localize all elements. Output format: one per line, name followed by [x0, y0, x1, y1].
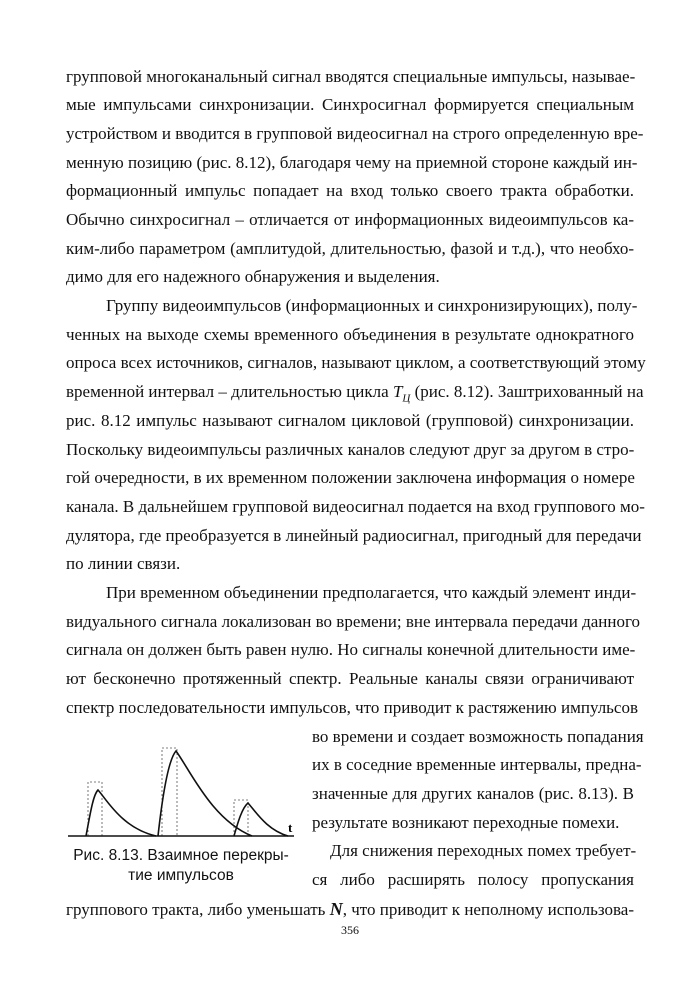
- text-fragment: временной интервал – длительностью цикла: [66, 382, 393, 401]
- text-fragment: группового тракта, либо уменьшать: [66, 900, 330, 919]
- text-line: видуального сигнала локализован во времени; вне интервала передачи данного: [66, 612, 641, 631]
- text-line: Группу видеоимпульсов (информационных и синхронизирующих), полу-: [106, 296, 638, 315]
- text-line: ют бесконечно протяженный спектр. Реальные каналы связи ограничивают: [66, 669, 634, 688]
- ideal-pulse-1: [88, 782, 102, 836]
- text-line: сигнала он должен быть равен нулю. Но сигналы конечной длительности име-: [66, 640, 636, 659]
- text-line: формационный импульс попадает на вход только своего тракта обработки.: [66, 181, 634, 200]
- text-line: по линии связи.: [66, 554, 181, 573]
- text-line: ся либо расширять полосу пропускания: [312, 870, 634, 889]
- text-line: менную позицию (рис. 8.12), благодаря чему на приемной стороне каждый ин-: [66, 153, 638, 172]
- cycle-symbol: T: [392, 382, 403, 401]
- page-number: 356: [341, 923, 359, 937]
- text-line: гой очередности, в их временном положении заключена информация о номере: [66, 468, 635, 487]
- text-fragment: (рис. 8.12). Заштрихованный на: [410, 382, 644, 401]
- text-line: Поскольку видеоимпульсы различных каналов следуют друг за другом в стро-: [66, 440, 635, 459]
- pulse-overlap-figure: [62, 740, 302, 850]
- text-line: результате возникают переходные помехи.: [312, 813, 620, 832]
- text-line: групповой многоканальный сигнал вводятся специальные импульсы, называе-: [66, 67, 636, 86]
- text-line: во времени и создает возможность попадания: [312, 727, 644, 746]
- text-line: опроса всех источников, сигналов, называют циклом, а соответствующий этому: [66, 353, 646, 372]
- time-axis-label: t: [288, 820, 293, 835]
- text-line: Обычно синхросигнал – отличается от информационных видеоимпульсов ка-: [66, 210, 634, 229]
- text-line: их в соседние временные интервалы, предна-: [312, 755, 642, 774]
- text-line: димо для его надежного обнаружения и выделения.: [66, 267, 440, 286]
- text-line: дулятора, где преобразуется в линейный радиосигнал, пригодный для передачи: [66, 526, 642, 545]
- text-line: канала. В дальнейшем групповой видеосигнал подается на вход группового мо-: [66, 497, 645, 516]
- text-line: Для снижения переходных помех требует-: [330, 841, 637, 860]
- text-line: устройством и вводится в групповой видеосигнал на строго определенную вре-: [66, 124, 644, 143]
- n-symbol: N: [329, 899, 343, 919]
- figure-caption-line: Рис. 8.13. Взаимное перекры-: [73, 847, 289, 864]
- text-line: ченных на выходе схемы временного объединения в результате однократного: [66, 325, 634, 344]
- text-line-last: [66, 899, 634, 920]
- cycle-subscript: Ц: [402, 392, 411, 405]
- text-fragment: , что приводит к неполному использова-: [342, 900, 635, 919]
- text-line: мые импульсами синхронизации. Синхросигнал формируется специальным: [66, 95, 634, 114]
- text-line: спектр последовательности импульсов, что приводит к растяжению импульсов: [66, 698, 639, 717]
- text-line: значенные для других каналов (рис. 8.13). В: [312, 784, 634, 803]
- text-line: рис. 8.12 импульс называют сигналом цикловой (групповой) синхронизации.: [66, 411, 634, 430]
- text-line: ким-либо параметром (амплитудой, длительностью, фазой и т.д.), что необхо-: [66, 239, 634, 258]
- text-line: При временном объединении предполагается, что каждый элемент инди-: [106, 583, 637, 602]
- figure-caption-line: тие импульсов: [128, 867, 234, 884]
- distorted-pulse-1: [86, 790, 156, 836]
- text-line-cycle: [66, 382, 644, 408]
